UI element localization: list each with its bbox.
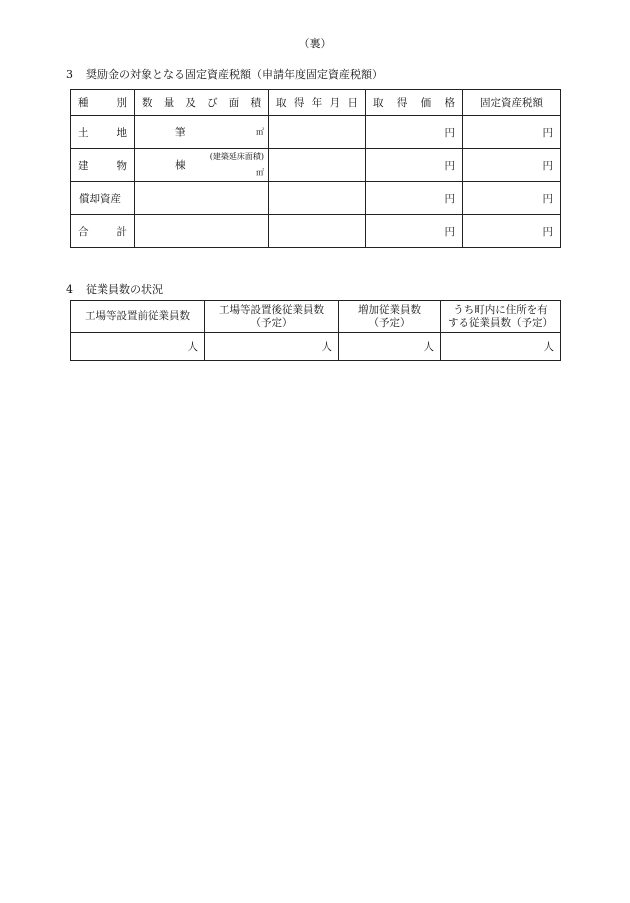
building-tax-cell[interactable]: 円 [463, 149, 561, 182]
type-land: 土 地 [71, 116, 135, 149]
section3-title: 奨励金の対象となる固定資産税額（申請年度固定資産税額） [86, 68, 383, 81]
header-employees-after: 工場等設置後従業員数 （予定） [205, 301, 339, 333]
building-quantity-cell[interactable]: 棟 (建築延床面積) ㎡ [135, 149, 269, 182]
building-price-cell[interactable]: 円 [366, 149, 463, 182]
employees-local-cell[interactable]: 人 [441, 333, 561, 361]
employees-after-cell[interactable]: 人 [205, 333, 339, 361]
asset-row-land [71, 116, 561, 149]
page-label: （裏） [298, 37, 332, 50]
header-quantity-area: 数 量 及 び 面 積 [135, 90, 269, 116]
employee-table [70, 300, 561, 361]
header-acquisition-date: 取 得 年 月 日 [269, 90, 366, 116]
type-building: 建 物 [71, 149, 135, 182]
header-employees-local: うち町内に住所を有 する従業員数（予定） [441, 301, 561, 333]
depreciable-date-cell[interactable] [269, 182, 366, 215]
asset-row-building [71, 149, 561, 182]
type-total: 合 計 [71, 215, 135, 248]
header-fixed-asset-tax: 固定資産税額 [463, 90, 561, 116]
depreciable-tax-cell[interactable]: 円 [463, 182, 561, 215]
asset-row-total [71, 215, 561, 248]
total-tax-cell[interactable]: 円 [463, 215, 561, 248]
header-employees-before: 工場等設置前従業員数 [71, 301, 205, 333]
header-employees-increase: 増加従業員数 （予定） [339, 301, 441, 333]
land-date-cell[interactable] [269, 116, 366, 149]
employee-value-row [71, 333, 561, 361]
section4-number: 4 [66, 283, 73, 296]
asset-header-row [71, 90, 561, 116]
section4-title: 従業員数の状況 [86, 283, 163, 296]
asset-row-depreciable [71, 182, 561, 215]
building-date-cell[interactable] [269, 149, 366, 182]
header-type: 種 別 [71, 90, 135, 116]
employees-before-cell[interactable]: 人 [71, 333, 205, 361]
land-quantity-cell[interactable]: 筆 ㎡ [135, 116, 269, 149]
header-acquisition-price: 取 得 価 格 [366, 90, 463, 116]
employee-header-row [71, 301, 561, 333]
section3-number: 3 [66, 68, 73, 81]
depreciable-quantity-cell[interactable] [135, 182, 269, 215]
employees-increase-cell[interactable]: 人 [339, 333, 441, 361]
total-quantity-cell[interactable] [135, 215, 269, 248]
total-price-cell[interactable]: 円 [366, 215, 463, 248]
depreciable-price-cell[interactable]: 円 [366, 182, 463, 215]
asset-tax-table [70, 89, 561, 248]
total-date-cell[interactable] [269, 215, 366, 248]
land-price-cell[interactable]: 円 [366, 116, 463, 149]
land-tax-cell[interactable]: 円 [463, 116, 561, 149]
section4-heading [66, 281, 163, 297]
section3-heading [66, 66, 383, 82]
type-depreciable-assets: 償却資産 [71, 182, 135, 215]
